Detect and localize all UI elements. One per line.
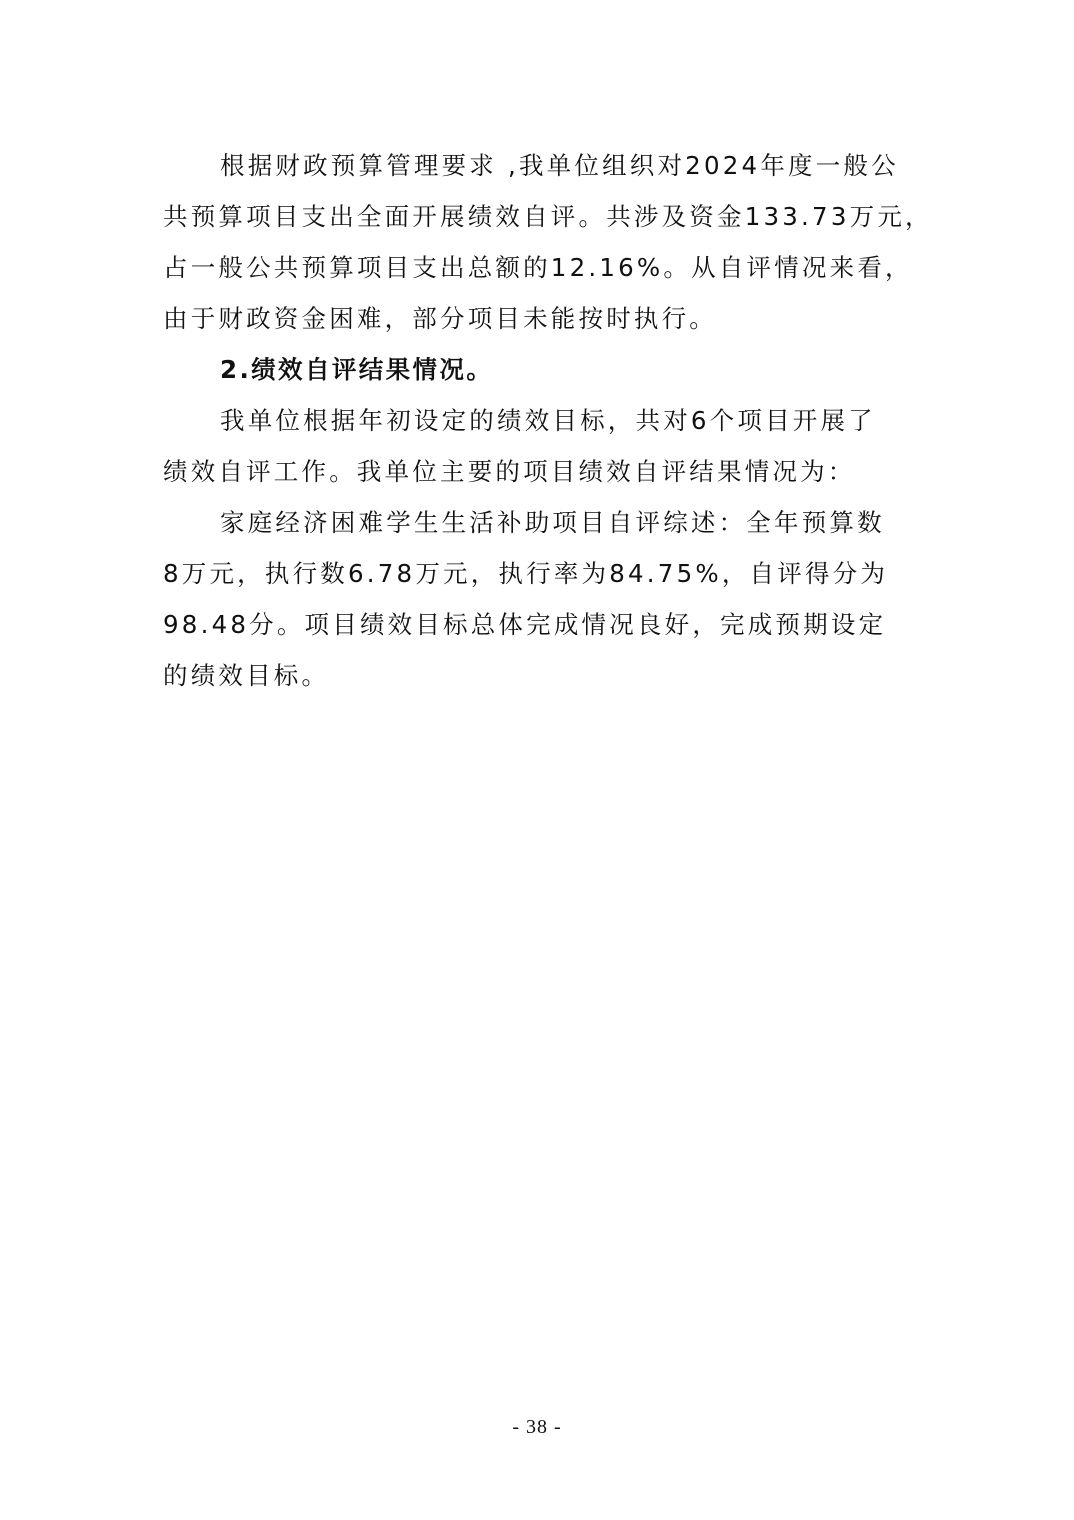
paragraph-line: 由于财政资金困难，部分项目未能按时执行。 [163, 304, 717, 333]
paragraph-line: 占一般公共预算项目支出总额的12.16%。从自评情况来看， [163, 253, 913, 282]
paragraph-line: 根据财政预算管理要求 ,我单位组织对2024年度一般公 [220, 151, 899, 180]
section-heading: 2.绩效自评结果情况。 [220, 355, 494, 384]
paragraph-line: 8万元，执行数6.78万元，执行率为84.75%，自评得分为 [163, 559, 889, 588]
paragraph-line: 共预算项目支出全面开展绩效自评。共涉及资金133.73万元， [163, 202, 933, 231]
page-number: - 38 - [512, 1416, 562, 1438]
paragraph-line: 我单位根据年初设定的绩效目标，共对6个项目开展了 [220, 406, 876, 435]
paragraph-line: 家庭经济困难学生生活补助项目自评综述：全年预算数 [220, 508, 885, 537]
body-text [163, 140, 943, 701]
paragraph-line: 的绩效目标。 [163, 661, 330, 690]
paragraph-line: 98.48分。项目绩效目标总体完成情况良好，完成预期设定 [163, 610, 887, 639]
paragraph-line: 绩效自评工作。我单位主要的项目绩效自评结果情况为： [163, 457, 856, 486]
